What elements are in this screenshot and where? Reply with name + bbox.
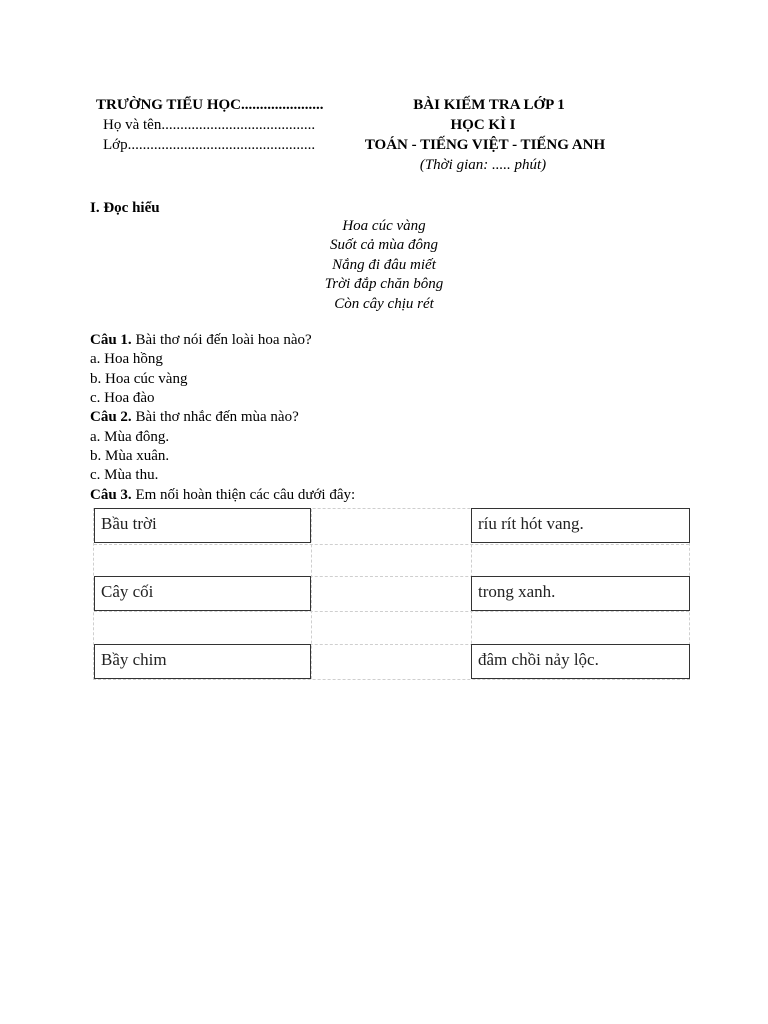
match-right-item: ríu rít hót vang. xyxy=(471,508,690,543)
class-field: Lớp.................................................. xyxy=(103,137,316,153)
poem-line: Nắng đi đâu miết xyxy=(332,257,436,273)
time-label: (Thời gian: ..... phút) xyxy=(419,157,547,173)
match-left-item: Bầu trời xyxy=(94,508,311,543)
question-3 xyxy=(90,486,355,505)
subjects-label: TOÁN - TIẾNG VIỆT - TIẾNG ANH xyxy=(364,137,606,153)
match-left-item: Bầy chim xyxy=(94,644,311,679)
question-text: Bài thơ nhắc đến mùa nào? xyxy=(131,409,299,425)
table-divider xyxy=(94,544,689,545)
poem-line: Hoa cúc vàng xyxy=(342,218,426,234)
answer-option: c. Mùa thu. xyxy=(90,467,159,483)
question-label: Câu 3. xyxy=(90,487,132,503)
question-label: Câu 1. xyxy=(90,332,132,348)
term-label: HỌC KÌ I xyxy=(450,117,516,133)
match-right-item: đâm chồi nảy lộc. xyxy=(471,644,690,679)
poem-line: Suốt cả mùa đông xyxy=(330,237,438,253)
question-2 xyxy=(90,408,299,427)
student-name-field: Họ và tên......................................... xyxy=(103,117,316,133)
school-name: TRƯỜNG TIỂU HỌC...................... xyxy=(96,97,324,113)
answer-option: a. Hoa hồng xyxy=(90,351,163,367)
poem-line: Trời đắp chăn bông xyxy=(324,276,444,292)
match-left-item: Cây cối xyxy=(94,576,311,611)
answer-option: b. Mùa xuân. xyxy=(90,448,170,464)
question-1 xyxy=(90,331,312,350)
section-title: I. Đọc hiểu xyxy=(90,200,160,216)
answer-option: a. Mùa đông. xyxy=(90,429,170,445)
question-label: Câu 2. xyxy=(90,409,132,425)
table-divider xyxy=(94,611,689,612)
table-divider xyxy=(311,509,312,679)
question-text: Bài thơ nói đến loài hoa nào? xyxy=(131,332,312,348)
match-right-item: trong xanh. xyxy=(471,576,690,611)
poem-line: Còn cây chịu rét xyxy=(334,296,434,312)
question-text: Em nối hoàn thiện các câu dưới đây: xyxy=(131,487,356,503)
test-title: BÀI KIẾM TRA LỚP 1 xyxy=(413,97,565,113)
answer-option: c. Hoa đào xyxy=(90,390,155,406)
answer-option: b. Hoa cúc vàng xyxy=(90,371,188,387)
